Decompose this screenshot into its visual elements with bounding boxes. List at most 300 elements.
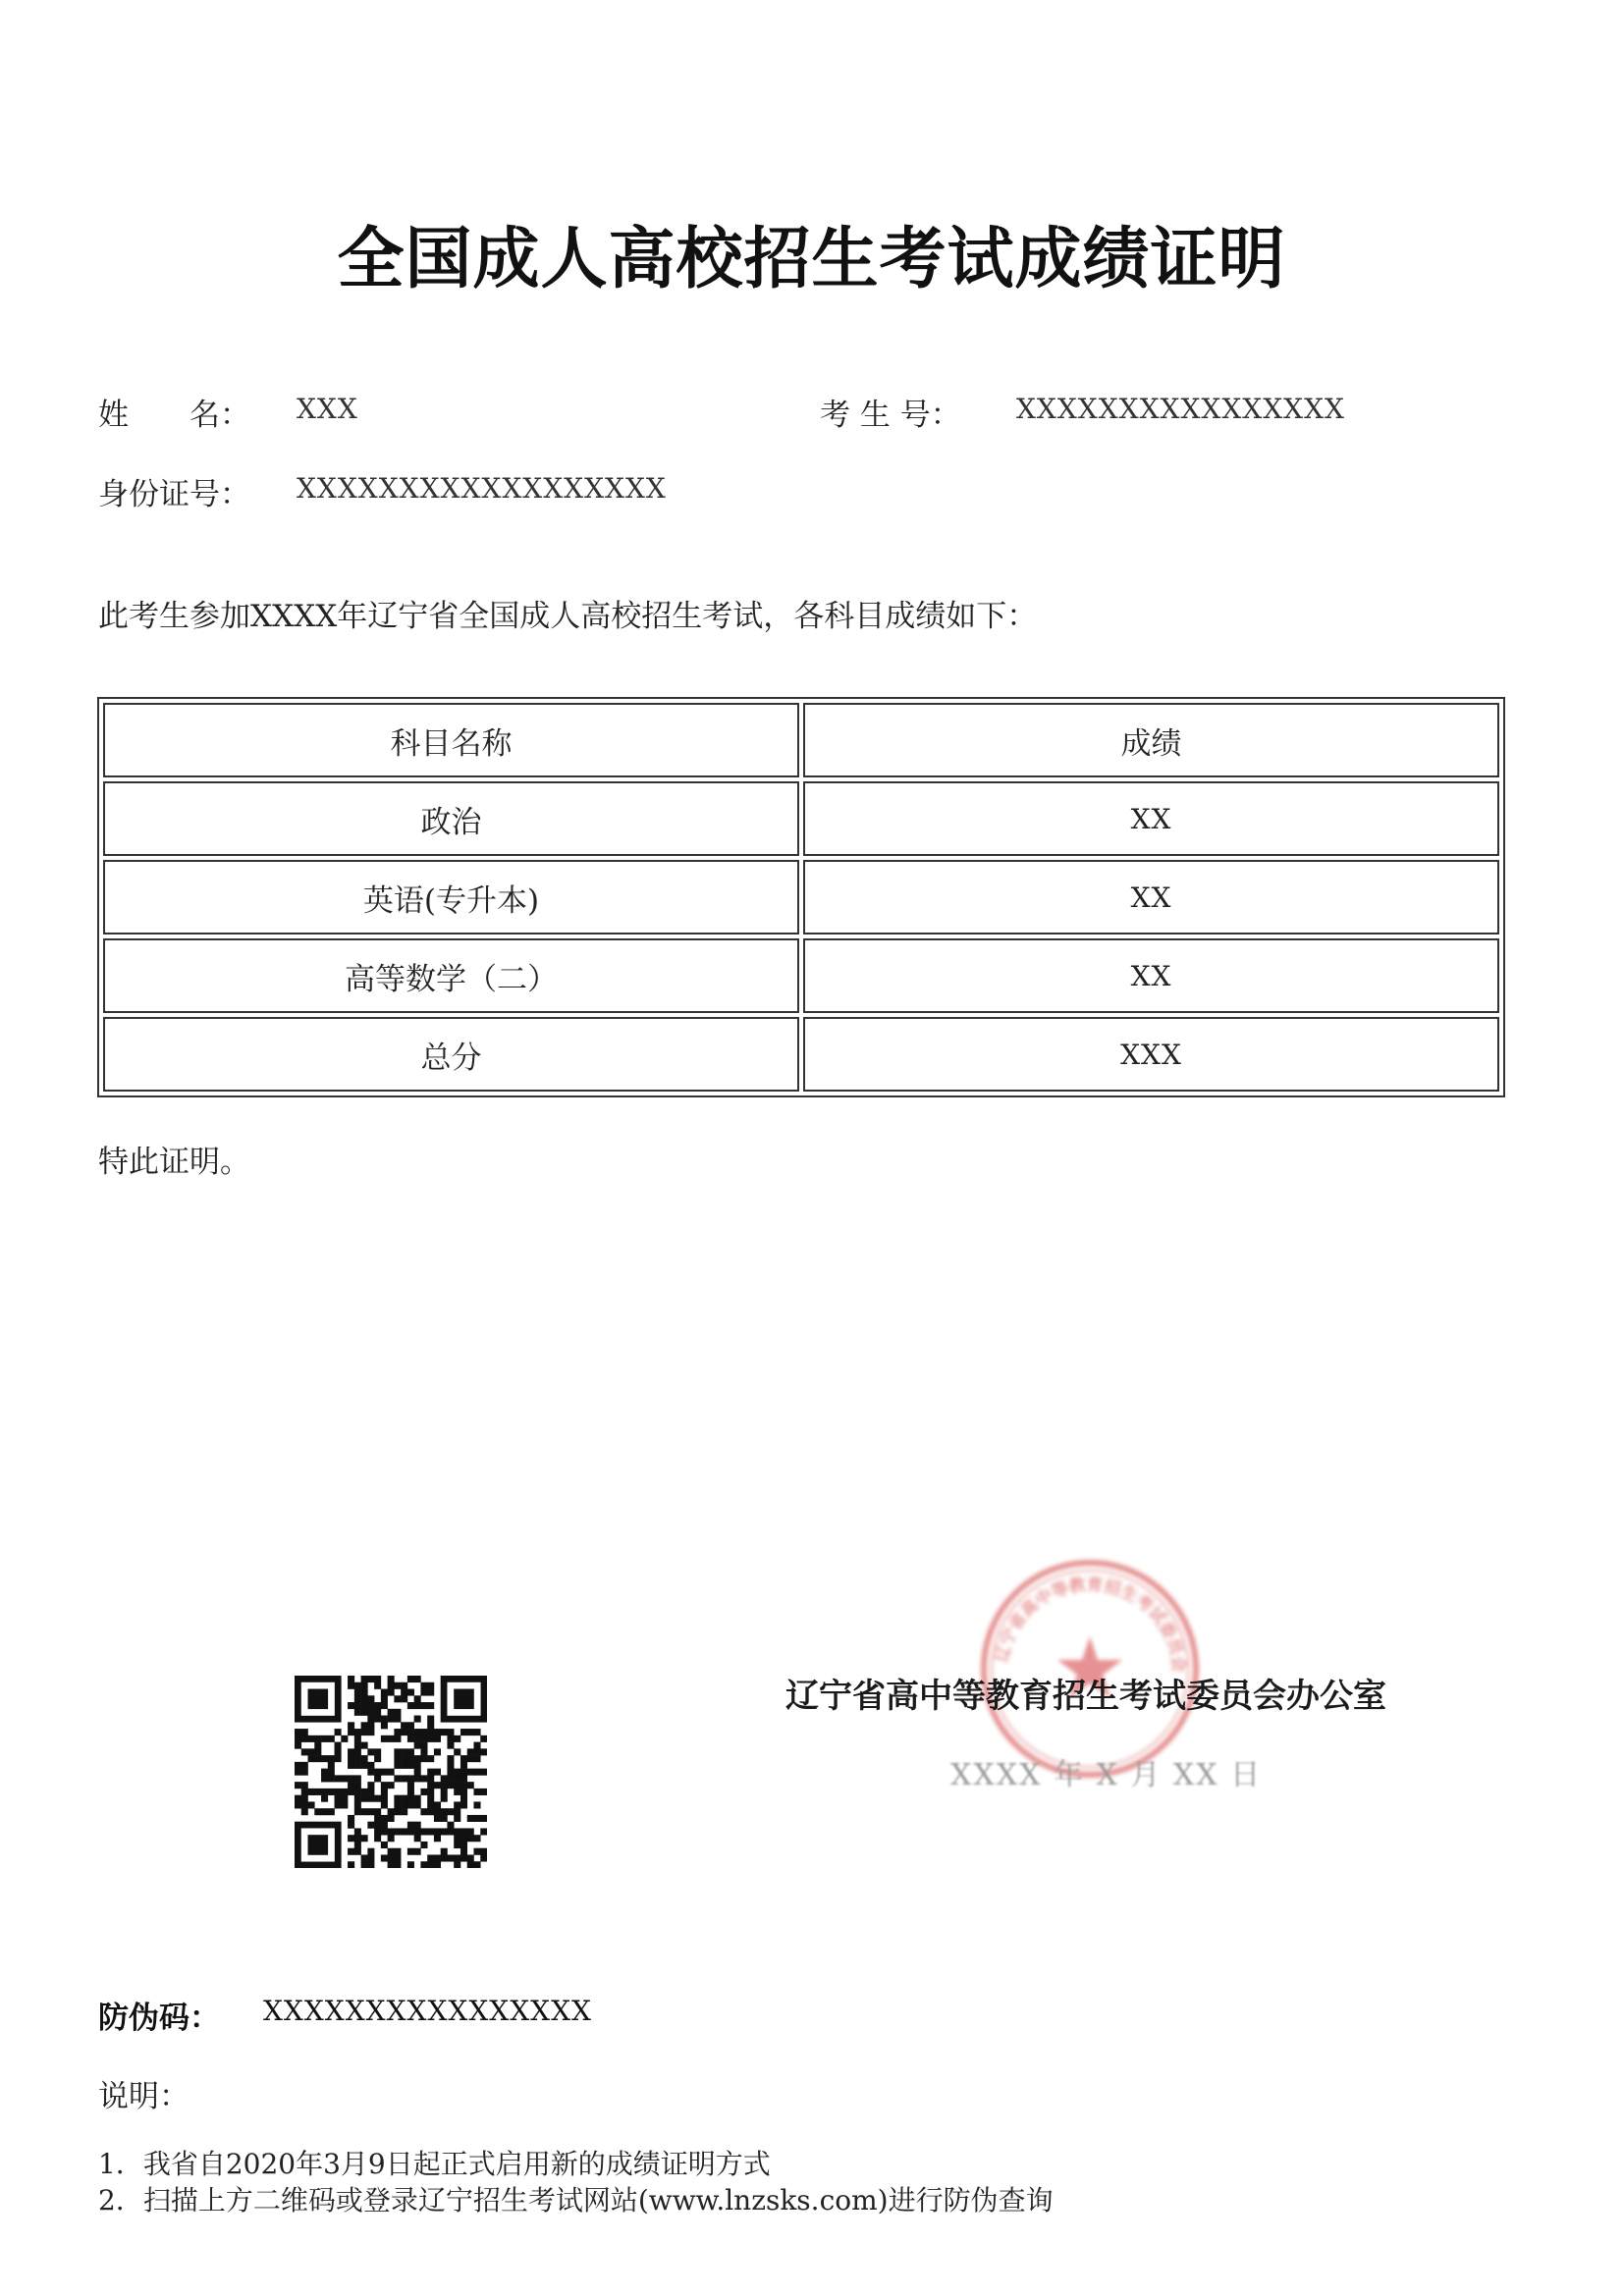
qr-module — [460, 1835, 467, 1842]
qr-module — [467, 1755, 474, 1762]
qr-module — [407, 1748, 414, 1755]
subject-cell: 高等数学（二） — [103, 938, 799, 1013]
qr-module — [414, 1828, 421, 1835]
table-header-row — [103, 703, 1499, 777]
score-cell: XXX — [803, 1017, 1499, 1092]
qr-module — [367, 1722, 374, 1729]
qr-module — [454, 1835, 460, 1842]
qr-module — [420, 1808, 427, 1815]
qr-module — [381, 1795, 388, 1802]
qr-module — [454, 1815, 460, 1822]
qr-module — [401, 1748, 407, 1755]
qr-module — [308, 1748, 315, 1755]
qr-module — [427, 1729, 434, 1735]
qr-module — [361, 1861, 368, 1868]
qr-module — [447, 1742, 454, 1749]
qr-module — [401, 1795, 407, 1802]
qr-module — [473, 1848, 480, 1855]
qr-module — [467, 1729, 474, 1735]
qr-module — [454, 1828, 460, 1835]
qr-module — [447, 1735, 454, 1742]
qr-module — [388, 1769, 395, 1776]
qr-module — [414, 1702, 421, 1709]
qr-module — [367, 1716, 374, 1723]
qr-module — [301, 1782, 308, 1789]
qr-module — [480, 1828, 487, 1835]
qr-module — [348, 1762, 354, 1769]
qr-module — [420, 1789, 427, 1795]
qr-module — [361, 1676, 368, 1682]
qr-module — [394, 1801, 401, 1808]
qr-module — [454, 1842, 460, 1848]
qr-module — [394, 1748, 401, 1755]
qr-module — [441, 1848, 448, 1855]
qr-module — [394, 1808, 401, 1815]
name-label: 姓 名： — [98, 398, 250, 433]
qr-module — [394, 1854, 401, 1861]
qr-module — [361, 1835, 368, 1842]
qr-module — [414, 1676, 421, 1682]
qr-module — [401, 1808, 407, 1815]
qr-module — [361, 1702, 368, 1709]
qr-module — [314, 1735, 321, 1742]
qr-module — [354, 1762, 361, 1769]
qr-module — [407, 1722, 414, 1729]
qr-module — [388, 1854, 395, 1861]
qr-module — [427, 1769, 434, 1776]
qr-module — [301, 1748, 308, 1755]
qr-module — [467, 1769, 474, 1776]
qr-module — [361, 1722, 368, 1729]
qr-module — [454, 1808, 460, 1815]
qr-module — [361, 1709, 368, 1716]
certify-text: 特此证明。 — [98, 1145, 250, 1180]
table-row — [103, 1017, 1499, 1092]
qr-module — [295, 1769, 301, 1776]
qr-module — [361, 1795, 368, 1802]
qr-module — [348, 1789, 354, 1795]
qr-module — [295, 1729, 301, 1735]
qr-module — [335, 1801, 342, 1808]
subject-cell: 英语(专升本) — [103, 860, 799, 934]
exam-number-value: XXXXXXXXXXXXXXXX — [1016, 393, 1345, 425]
note-line-2: 2．扫描上方二维码或登录辽宁招生考试网站(www.lnzsks.com)进行防伪查询 — [98, 2184, 1054, 2216]
qr-module — [301, 1795, 308, 1802]
qr-module — [381, 1702, 388, 1709]
qr-code-icon — [295, 1676, 487, 1868]
qr-module — [361, 1854, 368, 1861]
qr-module — [354, 1789, 361, 1795]
score-table — [97, 697, 1505, 1097]
qr-module — [354, 1689, 361, 1696]
qr-module — [407, 1676, 414, 1682]
qr-module — [473, 1861, 480, 1868]
qr-module — [401, 1755, 407, 1762]
qr-module — [308, 1789, 315, 1795]
qr-module — [480, 1815, 487, 1822]
qr-module — [335, 1795, 342, 1802]
qr-module — [301, 1808, 308, 1815]
qr-module — [361, 1808, 368, 1815]
id-number-value: XXXXXXXXXXXXXXXXXX — [297, 472, 667, 505]
qr-module — [295, 1735, 301, 1742]
qr-module — [348, 1722, 354, 1729]
qr-module — [367, 1762, 374, 1769]
qr-module — [354, 1775, 361, 1782]
qr-module — [381, 1722, 388, 1729]
qr-module — [394, 1709, 401, 1716]
qr-module — [348, 1775, 354, 1782]
qr-module — [441, 1775, 448, 1782]
qr-module — [394, 1828, 401, 1835]
subject-cell: 总分 — [103, 1017, 799, 1092]
qr-module — [367, 1729, 374, 1735]
qr-module — [354, 1808, 361, 1815]
qr-module — [374, 1835, 381, 1842]
qr-module — [401, 1801, 407, 1808]
qr-module — [420, 1735, 427, 1742]
qr-module — [434, 1861, 441, 1868]
qr-module — [427, 1755, 434, 1762]
qr-module — [354, 1682, 361, 1689]
qr-module — [407, 1828, 414, 1835]
qr-module — [388, 1709, 395, 1716]
qr-module — [381, 1815, 388, 1822]
qr-module — [460, 1789, 467, 1795]
qr-module — [374, 1682, 381, 1689]
qr-module — [473, 1815, 480, 1822]
qr-module — [341, 1789, 348, 1795]
qr-module — [367, 1676, 374, 1682]
qr-module — [394, 1716, 401, 1723]
qr-module — [394, 1695, 401, 1702]
qr-module — [388, 1689, 395, 1696]
qr-module — [361, 1689, 368, 1696]
qr-module — [381, 1801, 388, 1808]
qr-module — [427, 1722, 434, 1729]
qr-module — [354, 1729, 361, 1735]
qr-module — [414, 1775, 421, 1782]
qr-module — [361, 1789, 368, 1795]
qr-module — [447, 1854, 454, 1861]
qr-module — [441, 1815, 448, 1822]
qr-module — [388, 1676, 395, 1682]
qr-module — [467, 1828, 474, 1835]
qr-module — [348, 1782, 354, 1789]
qr-module — [420, 1755, 427, 1762]
qr-module — [374, 1828, 381, 1835]
qr-module — [394, 1775, 401, 1782]
qr-module — [374, 1709, 381, 1716]
qr-module — [460, 1795, 467, 1802]
qr-module — [407, 1789, 414, 1795]
qr-module — [381, 1695, 388, 1702]
qr-module — [414, 1801, 421, 1808]
qr-module — [401, 1689, 407, 1696]
score-cell: XX — [803, 860, 1499, 934]
name-value: XXX — [297, 393, 358, 425]
qr-module — [341, 1801, 348, 1808]
qr-module — [427, 1689, 434, 1696]
qr-module — [427, 1716, 434, 1723]
qr-module — [348, 1861, 354, 1868]
qr-module — [348, 1682, 354, 1689]
subject-cell: 政治 — [103, 781, 799, 856]
qr-module — [354, 1709, 361, 1716]
qr-module — [454, 1789, 460, 1795]
qr-module — [454, 1801, 460, 1808]
qr-module — [354, 1782, 361, 1789]
qr-module — [427, 1801, 434, 1808]
qr-module — [441, 1782, 448, 1789]
qr-module — [401, 1722, 407, 1729]
qr-module — [427, 1795, 434, 1802]
qr-module — [454, 1861, 460, 1868]
qr-module — [447, 1782, 454, 1789]
qr-module — [460, 1729, 467, 1735]
qr-module — [427, 1775, 434, 1782]
qr-module — [388, 1808, 395, 1815]
qr-module — [348, 1702, 354, 1709]
qr-module — [480, 1769, 487, 1776]
qr-module — [354, 1835, 361, 1842]
table-row — [103, 860, 1499, 934]
qr-module — [420, 1775, 427, 1782]
qr-module — [447, 1755, 454, 1762]
qr-module — [407, 1795, 414, 1802]
anti-counterfeit-label: 防伪码： — [98, 2001, 220, 2036]
qr-module — [427, 1828, 434, 1835]
qr-code[interactable] — [295, 1676, 487, 1868]
qr-module — [321, 1808, 328, 1815]
qr-module — [367, 1795, 374, 1802]
header-subject: 科目名称 — [103, 703, 799, 777]
qr-module — [407, 1775, 414, 1782]
qr-module — [367, 1848, 374, 1855]
table-row — [103, 781, 1499, 856]
qr-module — [361, 1729, 368, 1735]
qr-module — [314, 1742, 321, 1749]
qr-module — [480, 1789, 487, 1795]
qr-module — [447, 1775, 454, 1782]
qr-module — [401, 1828, 407, 1835]
qr-module — [388, 1782, 395, 1789]
qr-module — [420, 1861, 427, 1868]
qr-module — [434, 1801, 441, 1808]
qr-module — [414, 1762, 421, 1769]
qr-module — [434, 1828, 441, 1835]
qr-module — [367, 1782, 374, 1789]
qr-module — [308, 1835, 329, 1855]
qr-module — [388, 1735, 395, 1742]
qr-module — [328, 1769, 335, 1776]
qr-module — [374, 1795, 381, 1802]
qr-module — [388, 1861, 395, 1868]
qr-module — [321, 1795, 328, 1802]
qr-module — [441, 1828, 448, 1835]
qr-module — [407, 1689, 414, 1696]
qr-module — [414, 1695, 421, 1702]
qr-module — [374, 1808, 381, 1815]
qr-module — [394, 1735, 401, 1742]
qr-module — [460, 1828, 467, 1835]
qr-module — [441, 1789, 448, 1795]
qr-module — [473, 1729, 480, 1735]
qr-module — [374, 1755, 381, 1762]
qr-module — [295, 1742, 301, 1749]
qr-module — [454, 1689, 474, 1710]
qr-module — [335, 1729, 342, 1735]
qr-module — [354, 1801, 361, 1808]
qr-module — [328, 1808, 335, 1815]
qr-module — [427, 1735, 434, 1742]
qr-module — [427, 1808, 434, 1815]
qr-module — [348, 1835, 354, 1842]
qr-module — [480, 1854, 487, 1861]
qr-module — [295, 1782, 301, 1789]
qr-module — [467, 1782, 474, 1789]
qr-module — [328, 1775, 335, 1782]
qr-module — [407, 1729, 414, 1735]
qr-module — [308, 1689, 329, 1710]
qr-module — [394, 1755, 401, 1762]
qr-module — [473, 1801, 480, 1808]
qr-module — [367, 1822, 374, 1829]
exam-number-label: 考 生 号： — [820, 398, 961, 433]
qr-module — [367, 1695, 374, 1702]
qr-module — [434, 1808, 441, 1815]
header-score: 成绩 — [803, 703, 1499, 777]
qr-module — [314, 1808, 321, 1815]
issue-date: XXXX 年 X 月 XX 日 — [950, 1758, 1263, 1792]
qr-module — [460, 1769, 467, 1776]
qr-module — [414, 1769, 421, 1776]
qr-module — [407, 1702, 414, 1709]
qr-module — [434, 1782, 441, 1789]
qr-module — [328, 1735, 335, 1742]
qr-module — [341, 1795, 348, 1802]
qr-module — [394, 1848, 401, 1855]
qr-module — [348, 1729, 354, 1735]
qr-module — [414, 1755, 421, 1762]
qr-module — [321, 1755, 328, 1762]
qr-module — [407, 1861, 414, 1868]
qr-module — [328, 1762, 335, 1769]
qr-module — [335, 1755, 342, 1762]
score-cell: XX — [803, 938, 1499, 1013]
qr-module — [407, 1822, 414, 1829]
qr-module — [454, 1748, 460, 1755]
note-line-1: 1．我省自2020年3月9日起正式启用新的成绩证明方式 — [98, 2148, 771, 2180]
qr-module — [427, 1789, 434, 1795]
qr-module — [420, 1748, 427, 1755]
qr-module — [348, 1676, 354, 1682]
id-number-label: 身份证号： — [98, 477, 250, 512]
qr-module — [414, 1716, 421, 1723]
qr-module — [381, 1789, 388, 1795]
qr-module — [354, 1828, 361, 1835]
qr-module — [407, 1848, 414, 1855]
qr-module — [460, 1848, 467, 1855]
qr-module — [454, 1769, 460, 1776]
qr-module — [394, 1729, 401, 1735]
qr-module — [361, 1762, 368, 1769]
qr-module — [473, 1769, 480, 1776]
qr-module — [414, 1735, 421, 1742]
qr-module — [414, 1848, 421, 1855]
qr-module — [348, 1815, 354, 1822]
notes-title: 说明： — [98, 2079, 189, 2114]
qr-module — [388, 1815, 395, 1822]
qr-module — [427, 1782, 434, 1789]
qr-module — [467, 1861, 474, 1868]
qr-module — [447, 1729, 454, 1735]
qr-module — [441, 1795, 448, 1802]
qr-module — [367, 1748, 374, 1755]
qr-module — [341, 1775, 348, 1782]
qr-module — [420, 1828, 427, 1835]
qr-module — [427, 1682, 434, 1689]
qr-module — [367, 1709, 374, 1716]
qr-module — [328, 1755, 335, 1762]
qr-module — [381, 1735, 388, 1742]
qr-module — [301, 1735, 308, 1742]
qr-module — [460, 1762, 467, 1769]
qr-module — [354, 1848, 361, 1855]
qr-module — [447, 1769, 454, 1776]
qr-module — [427, 1861, 434, 1868]
qr-module — [354, 1702, 361, 1709]
qr-module — [460, 1755, 467, 1762]
qr-module — [314, 1748, 321, 1755]
qr-module — [407, 1755, 414, 1762]
qr-module — [420, 1689, 427, 1696]
qr-module — [361, 1682, 368, 1689]
qr-module — [361, 1755, 368, 1762]
qr-module — [374, 1676, 381, 1682]
qr-module — [480, 1735, 487, 1742]
qr-module — [441, 1729, 448, 1735]
qr-module — [335, 1748, 342, 1755]
qr-module — [301, 1769, 308, 1776]
qr-module — [467, 1748, 474, 1755]
qr-module — [308, 1801, 315, 1808]
qr-module — [427, 1702, 434, 1709]
qr-module — [335, 1789, 342, 1795]
qr-module — [301, 1762, 308, 1769]
qr-module — [348, 1755, 354, 1762]
qr-module — [467, 1854, 474, 1861]
qr-module — [454, 1782, 460, 1789]
qr-module — [295, 1762, 301, 1769]
qr-module — [407, 1762, 414, 1769]
qr-module — [401, 1729, 407, 1735]
qr-module — [354, 1695, 361, 1702]
qr-module — [314, 1755, 321, 1762]
qr-module — [354, 1735, 361, 1742]
qr-module — [295, 1801, 301, 1808]
qr-module — [374, 1815, 381, 1822]
qr-module — [414, 1742, 421, 1749]
qr-module — [308, 1755, 315, 1762]
qr-module — [394, 1861, 401, 1868]
qr-module — [381, 1822, 388, 1829]
qr-module — [434, 1748, 441, 1755]
qr-module — [434, 1854, 441, 1861]
score-cell: XX — [803, 781, 1499, 856]
table-row — [103, 938, 1499, 1013]
qr-module — [467, 1815, 474, 1822]
